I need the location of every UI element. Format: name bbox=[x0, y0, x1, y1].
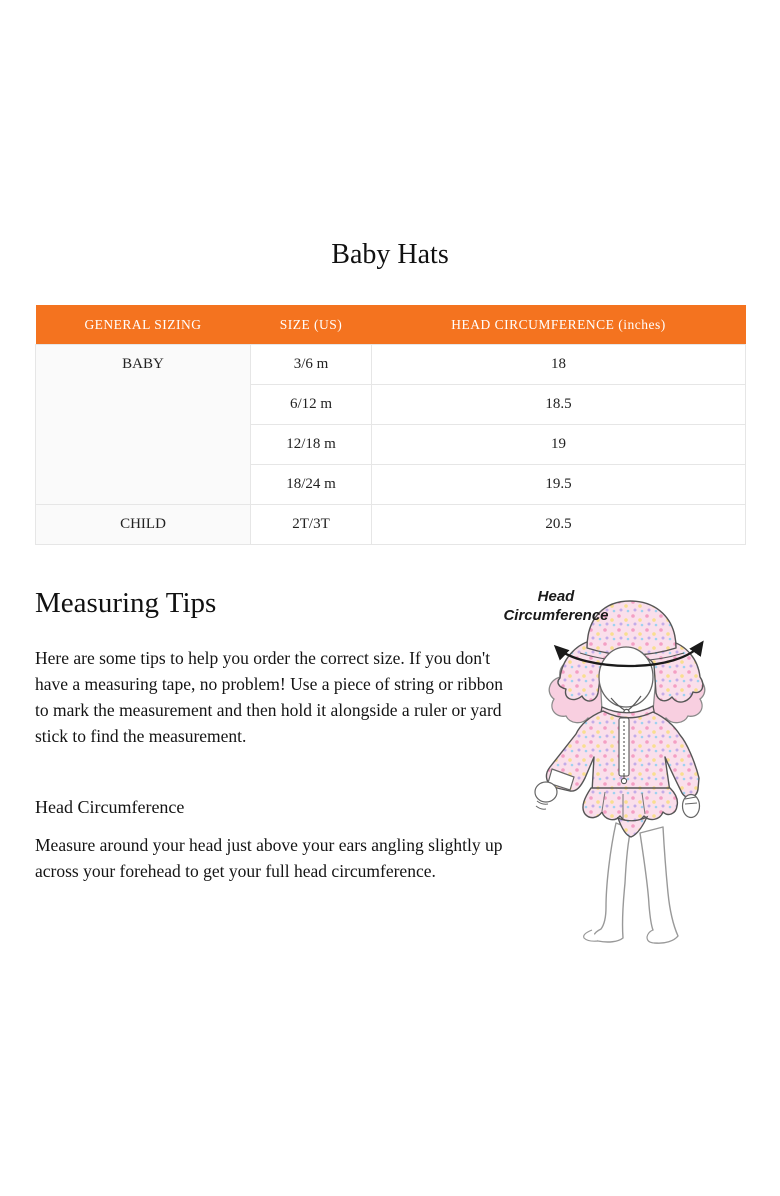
measuring-tips-heading: Measuring Tips bbox=[35, 587, 217, 619]
circumference-cell: 18.5 bbox=[372, 385, 746, 425]
size-cell: 3/6 m bbox=[251, 345, 372, 385]
circumference-cell: 18 bbox=[372, 345, 746, 385]
header-size-us: SIZE (US) bbox=[251, 305, 372, 345]
legs bbox=[584, 823, 678, 943]
circumference-label: Head Circumference bbox=[503, 588, 609, 624]
group-cell-baby: BABY bbox=[36, 345, 251, 505]
right-hand bbox=[683, 795, 700, 818]
circumference-cell: 20.5 bbox=[372, 505, 746, 545]
left-hand bbox=[535, 769, 574, 809]
header-general-sizing: GENERAL SIZING bbox=[36, 305, 251, 345]
head-circumference-heading: Head Circumference bbox=[35, 797, 185, 817]
size-cell: 12/18 m bbox=[251, 425, 372, 465]
header-head-circumference: HEAD CIRCUMFERENCE (inches) bbox=[372, 305, 746, 345]
measuring-tips-section bbox=[35, 585, 745, 1185]
circumference-cell: 19.5 bbox=[372, 465, 746, 505]
tips-text-column bbox=[35, 585, 507, 884]
size-chart-header-row bbox=[36, 305, 746, 345]
table-row bbox=[36, 505, 746, 545]
size-cell: 6/12 m bbox=[251, 385, 372, 425]
circumference-cell: 19 bbox=[372, 425, 746, 465]
ruffle-skirt bbox=[583, 788, 678, 822]
measuring-tips-intro: Here are some tips to help you order the correct size. If you don't have a measuring tape, no problem! Use a piece of string or ribbon to mark the measurement and then hold it alongside a ruler or yard stick to find the measurement. bbox=[35, 648, 503, 746]
size-chart-table bbox=[35, 305, 746, 545]
head-circumference-text: Measure around your head just above your ears angling slightly up across your forehead to get your full head circumference. bbox=[35, 835, 503, 881]
face bbox=[599, 647, 653, 707]
toddler-figure-illustration bbox=[490, 585, 750, 957]
illustration bbox=[490, 585, 750, 957]
size-cell: 2T/3T bbox=[251, 505, 372, 545]
group-cell-child: CHILD bbox=[36, 505, 251, 545]
zipper bbox=[619, 718, 629, 784]
page-title: Baby Hats bbox=[331, 239, 449, 270]
table-row bbox=[36, 345, 746, 385]
size-cell: 18/24 m bbox=[251, 465, 372, 505]
